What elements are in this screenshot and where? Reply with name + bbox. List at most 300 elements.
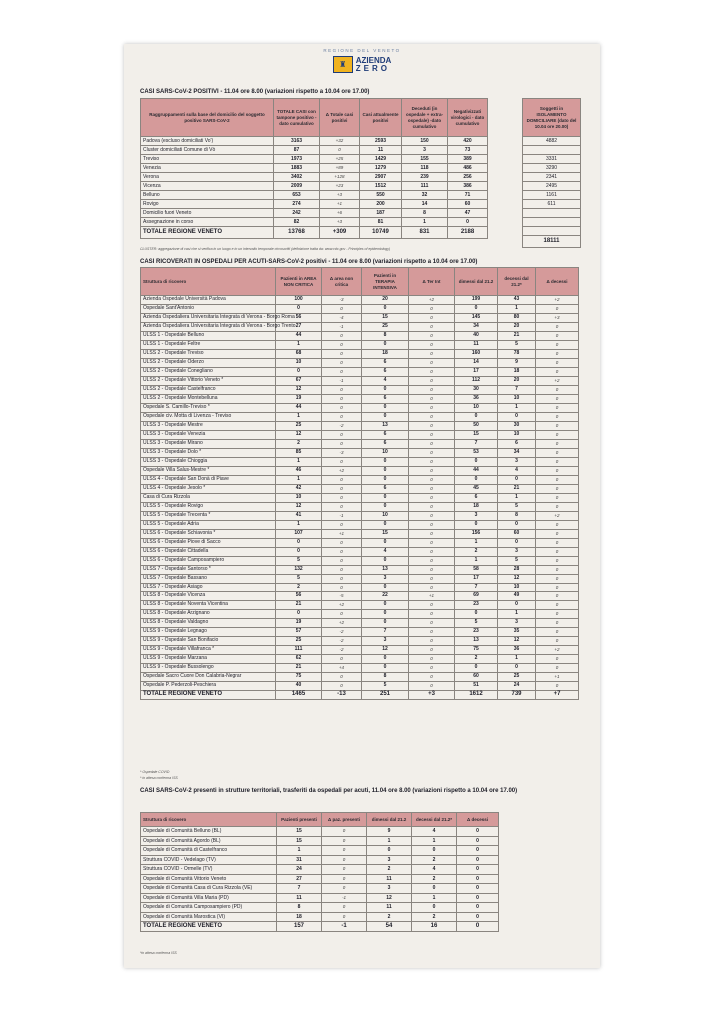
cell: 2 xyxy=(412,912,457,922)
cell: 8 xyxy=(498,511,536,520)
cell: 256 xyxy=(448,173,488,182)
header xyxy=(124,48,600,73)
cell: 6 xyxy=(362,394,409,403)
cell: 5 xyxy=(276,574,322,583)
table-row xyxy=(523,146,581,155)
cell: 27 xyxy=(277,874,322,884)
sec1-title: CASI SARS-CoV-2 POSITIVI - 11.04 ore 8.00 (variazioni rispetto a 10.04 ore 17.00) xyxy=(140,89,370,95)
cell: 0 xyxy=(409,412,455,421)
cell: 1 xyxy=(498,655,536,664)
cell: 5 xyxy=(362,682,409,691)
row-label: ULSS 9 - Ospedale Bussolengo xyxy=(141,664,276,673)
cell: 0 xyxy=(536,502,579,511)
cell: 160 xyxy=(455,349,498,358)
cell: 199 xyxy=(455,296,498,305)
cell: 9 xyxy=(498,358,536,367)
cell: 1 xyxy=(498,304,536,313)
cell: 0 xyxy=(455,475,498,484)
cell: 1 xyxy=(277,846,322,856)
table-row xyxy=(141,313,579,322)
total-row xyxy=(141,922,499,932)
column-header: Δ Totale casi positivi xyxy=(320,99,360,137)
column-header: Struttura di ricovero xyxy=(141,813,277,827)
cell: 0 xyxy=(536,412,579,421)
cell: 69 xyxy=(455,592,498,601)
cell: 3 xyxy=(402,146,448,155)
cell: +2 xyxy=(536,296,579,305)
cell: 0 xyxy=(362,466,409,475)
cell: 7 xyxy=(498,385,536,394)
cell: 6 xyxy=(362,367,409,376)
cell: 0 xyxy=(536,304,579,313)
cell: 0 xyxy=(536,556,579,565)
table-row xyxy=(141,349,579,358)
cell: 1 xyxy=(498,403,536,412)
cell: -2 xyxy=(322,637,362,646)
cell: 0 xyxy=(276,304,322,313)
cell: 0 xyxy=(455,304,498,313)
cell: +2 xyxy=(536,646,579,655)
cell: -1 xyxy=(322,893,367,903)
cell: 145 xyxy=(455,313,498,322)
row-label: ULSS 2 - Ospedale Conegliano xyxy=(141,367,276,376)
cell: 0 xyxy=(498,475,536,484)
column-header: Deceduti (in ospedale + extra-ospedale) -dato cumulativo xyxy=(402,99,448,137)
table-row xyxy=(141,583,579,592)
row-label: ULSS 8 - Ospedale Noventa Vicentina xyxy=(141,601,276,610)
cell: 56 xyxy=(276,592,322,601)
total-cell: -13 xyxy=(322,691,362,700)
cell: 0 xyxy=(322,430,362,439)
cell: 0 xyxy=(536,664,579,673)
cell: 10 xyxy=(276,493,322,502)
cell: 60 xyxy=(448,200,488,209)
cell: 0 xyxy=(455,610,498,619)
positivi-table xyxy=(140,98,488,239)
cell: 3 xyxy=(367,884,412,894)
cell: 0 xyxy=(276,547,322,556)
row-label: Padova (escluso domiciliati Vo') xyxy=(141,137,274,146)
cell: 0 xyxy=(362,475,409,484)
row-label: ULSS 2 - Ospedale Treviso xyxy=(141,349,276,358)
cell: 0 xyxy=(457,846,499,856)
cell: 17 xyxy=(455,367,498,376)
cell: 0 xyxy=(362,493,409,502)
total-label: TOTALE REGIONE VENETO xyxy=(141,922,277,932)
row-label: ULSS 8 - Ospedale Vicenza xyxy=(141,592,276,601)
column-header: TOTALE CASI con tampone positivo -dato cumulativo xyxy=(274,99,320,137)
cell: 0 xyxy=(322,394,362,403)
iso-header: Soggetti in ISOLAMENTO DOMICILIARE (dato del 10.04 ore 20.00) xyxy=(523,99,581,137)
table-row xyxy=(141,137,488,146)
row-label: ULSS 6 - Ospedale Cittadella xyxy=(141,547,276,556)
cell: 0 xyxy=(457,903,499,913)
cell: 0 xyxy=(362,304,409,313)
cell: 0 xyxy=(457,865,499,875)
cell: 0 xyxy=(322,349,362,358)
iso-cell xyxy=(523,218,581,227)
cell: 0 xyxy=(536,430,579,439)
row-label: ULSS 3 - Ospedale Mirano xyxy=(141,439,276,448)
cell: 0 xyxy=(409,313,455,322)
table-row xyxy=(523,218,581,227)
azienda-zero-logo xyxy=(333,56,392,73)
cell: 23 xyxy=(455,601,498,610)
cell: +2 xyxy=(409,296,455,305)
cell: 0 xyxy=(409,403,455,412)
cell: 28 xyxy=(498,565,536,574)
table-row xyxy=(141,601,579,610)
column-header: Struttura di ricovero xyxy=(141,268,276,296)
cell: 0 xyxy=(409,493,455,502)
cell: 0 xyxy=(409,637,455,646)
table-row xyxy=(141,655,579,664)
table-row xyxy=(141,331,579,340)
cell: 75 xyxy=(455,646,498,655)
cell: 0 xyxy=(536,439,579,448)
cell: 19 xyxy=(276,619,322,628)
cell: 5 xyxy=(498,556,536,565)
column-header: Δ decessi xyxy=(536,268,579,296)
cell: 5 xyxy=(498,340,536,349)
cell: 73 xyxy=(448,146,488,155)
cell: 6 xyxy=(455,493,498,502)
cell: 24 xyxy=(498,682,536,691)
cell: 111 xyxy=(402,182,448,191)
cell: 0 xyxy=(409,349,455,358)
row-label: ULSS 6 - Ospedale Piove di Sacco xyxy=(141,538,276,547)
table-row xyxy=(141,846,499,856)
column-header: Negativizzati virologici - dato cumulativo xyxy=(448,99,488,137)
cell: 10 xyxy=(455,403,498,412)
row-label: Ospedale di Comunità Agordo (BL) xyxy=(141,836,277,846)
cell: 111 xyxy=(276,646,322,655)
total-cell: +309 xyxy=(320,227,360,239)
table-row xyxy=(523,164,581,173)
row-label: ULSS 5 - Ospedale Trecenta * xyxy=(141,511,276,520)
row-label: Venezia xyxy=(141,164,274,173)
cell: +3 xyxy=(536,313,579,322)
cell: 2907 xyxy=(360,173,402,182)
table-row xyxy=(141,538,579,547)
cell: 8 xyxy=(362,673,409,682)
cell: 20 xyxy=(362,296,409,305)
cell: 0 xyxy=(536,610,579,619)
cell: 80 xyxy=(498,313,536,322)
cell: 9 xyxy=(367,827,412,837)
table-row xyxy=(141,358,579,367)
iss-note: * in attesa conferma ISS xyxy=(140,776,178,780)
row-label: ULSS 6 - Ospedale Schiavonia * xyxy=(141,529,276,538)
cell: 0 xyxy=(362,538,409,547)
cell: 44 xyxy=(455,466,498,475)
cell: -1 xyxy=(322,322,362,331)
cell: 0 xyxy=(322,610,362,619)
cell: 43 xyxy=(498,296,536,305)
cell: 7 xyxy=(277,884,322,894)
cell: 0 xyxy=(536,475,579,484)
cell: 20 xyxy=(498,322,536,331)
sec2-title: CASI RICOVERATI IN OSPEDALI PER ACUTI-SARS-CoV-2 positivi - 11.04 ore 8.00 (variazioni rispetto a 10.04 ore 17.00) xyxy=(140,259,478,265)
territoriali-table xyxy=(140,812,499,932)
row-label: ULSS 1 - Ospedale Feltre xyxy=(141,340,276,349)
cell: 6 xyxy=(362,358,409,367)
row-label: ULSS 7 - Ospedale Santorso * xyxy=(141,565,276,574)
cell: 0 xyxy=(409,556,455,565)
iso-cell: 3290 xyxy=(523,164,581,173)
cell: 1 xyxy=(276,340,322,349)
row-label: ULSS 5 - Ospedale Adria xyxy=(141,520,276,529)
cell: 71 xyxy=(448,191,488,200)
cell: 386 xyxy=(448,182,488,191)
cell: 0 xyxy=(362,619,409,628)
cell: 5 xyxy=(276,556,322,565)
total-row xyxy=(141,691,579,700)
cell: 118 xyxy=(402,164,448,173)
cell: 0 xyxy=(498,601,536,610)
cell: 0 xyxy=(322,484,362,493)
cell: 0 xyxy=(322,682,362,691)
row-label: ULSS 7 - Ospedale Asiago xyxy=(141,583,276,592)
cell: 0 xyxy=(362,457,409,466)
cell: 4 xyxy=(362,376,409,385)
table-row xyxy=(141,610,579,619)
cell: 0 xyxy=(322,475,362,484)
column-header: Pazienti presenti xyxy=(277,813,322,827)
total-cell: 54 xyxy=(367,922,412,932)
cell: -3 xyxy=(322,448,362,457)
cell: 8 xyxy=(402,209,448,218)
cell: 0 xyxy=(409,655,455,664)
cell: 0 xyxy=(322,331,362,340)
cell: 1 xyxy=(455,556,498,565)
table-row xyxy=(141,394,579,403)
cell: 0 xyxy=(409,421,455,430)
iso-cell: 1161 xyxy=(523,191,581,200)
cell: 0 xyxy=(536,529,579,538)
table-header-row xyxy=(141,99,488,137)
cell: 20 xyxy=(498,376,536,385)
cell: 4 xyxy=(498,466,536,475)
table-row xyxy=(141,529,579,538)
cell: 0 xyxy=(536,385,579,394)
table-row xyxy=(141,637,579,646)
cluster-note: CLUSTER: aggregazione di casi che si verifica in un luogo e in un intervallo temporale circoscritti (definizione tratta da: www.cdc.gov - Principles of epidemiology) xyxy=(140,247,391,251)
cell: 34 xyxy=(498,448,536,457)
table-row xyxy=(141,475,579,484)
cell: +128 xyxy=(320,173,360,182)
cell: 10 xyxy=(276,358,322,367)
cell: 0 xyxy=(536,358,579,367)
cell: 0 xyxy=(536,403,579,412)
cell: 15 xyxy=(455,430,498,439)
table-row xyxy=(141,592,579,601)
cell: 0 xyxy=(536,394,579,403)
cell: 22 xyxy=(362,592,409,601)
cell: +3 xyxy=(320,218,360,227)
total-cell: +3 xyxy=(409,691,455,700)
cell: +1 xyxy=(320,200,360,209)
table-row xyxy=(523,227,581,236)
cell: 0 xyxy=(455,412,498,421)
total-cell: 1612 xyxy=(455,691,498,700)
table-row xyxy=(141,664,579,673)
row-label: Ospedale di Comunità Casa di Cura Rizzola (VE) xyxy=(141,884,277,894)
cell: 3163 xyxy=(274,137,320,146)
cell: 239 xyxy=(402,173,448,182)
cell: 35 xyxy=(498,628,536,637)
cell: 0 xyxy=(409,574,455,583)
cell: 6 xyxy=(362,439,409,448)
row-label: Casa di Cura Rizzola xyxy=(141,493,276,502)
cell: 0 xyxy=(409,628,455,637)
cell: 0 xyxy=(412,903,457,913)
cell: 10 xyxy=(498,430,536,439)
cell: 550 xyxy=(360,191,402,200)
row-label: ULSS 3 - Ospedale Dolo * xyxy=(141,448,276,457)
cell: 0 xyxy=(536,619,579,628)
cell: 85 xyxy=(276,448,322,457)
row-label: Rovigo xyxy=(141,200,274,209)
cell: 13 xyxy=(362,565,409,574)
cell: 14 xyxy=(455,358,498,367)
cell: +1 xyxy=(536,673,579,682)
table-row xyxy=(141,547,579,556)
cell: 0 xyxy=(457,827,499,837)
table-row xyxy=(523,155,581,164)
column-header: Δ decessi xyxy=(457,813,499,827)
cell: 1 xyxy=(276,457,322,466)
cell: 0 xyxy=(362,340,409,349)
row-label: Treviso xyxy=(141,155,274,164)
cell: 0 xyxy=(409,583,455,592)
cell: 18 xyxy=(277,912,322,922)
total-cell: 1465 xyxy=(276,691,322,700)
cell: 0 xyxy=(322,655,362,664)
row-label: ULSS 9 - Ospedale San Bonifacio xyxy=(141,637,276,646)
table-row xyxy=(141,457,579,466)
cell: 21 xyxy=(498,484,536,493)
cell: 0 xyxy=(409,304,455,313)
cell: 7 xyxy=(455,583,498,592)
cell: 0 xyxy=(536,340,579,349)
cell: 4 xyxy=(412,865,457,875)
cell: 78 xyxy=(498,349,536,358)
cell: 0 xyxy=(457,836,499,846)
cell: 81 xyxy=(360,218,402,227)
table-row xyxy=(141,448,579,457)
table-row xyxy=(523,182,581,191)
cell: 0 xyxy=(536,484,579,493)
cell: 0 xyxy=(536,457,579,466)
iso-cell: 2341 xyxy=(523,173,581,182)
table-row xyxy=(141,827,499,837)
cell: 23 xyxy=(455,628,498,637)
cell: 12 xyxy=(276,502,322,511)
cell: 62 xyxy=(276,655,322,664)
cell: 0 xyxy=(498,520,536,529)
table-row xyxy=(141,322,579,331)
cell: 0 xyxy=(498,538,536,547)
row-label: Verona xyxy=(141,173,274,182)
row-label: ULSS 3 - Ospedale Mestre xyxy=(141,421,276,430)
cell: 56 xyxy=(276,313,322,322)
cell: 0 xyxy=(362,601,409,610)
table-row xyxy=(523,191,581,200)
cell: 0 xyxy=(409,430,455,439)
cell: 0 xyxy=(320,146,360,155)
cell: 0 xyxy=(362,583,409,592)
cell: 11 xyxy=(455,340,498,349)
cell: 75 xyxy=(276,673,322,682)
row-label: Struttura COVID - Vedelago (TV) xyxy=(141,855,277,865)
cell: -2 xyxy=(322,646,362,655)
cell: 12 xyxy=(367,893,412,903)
cell: 0 xyxy=(409,565,455,574)
total-row xyxy=(523,236,581,248)
table-row xyxy=(141,565,579,574)
total-cell: 0 xyxy=(457,922,499,932)
table-row xyxy=(141,673,579,682)
cell: 0 xyxy=(409,529,455,538)
cell: 1279 xyxy=(360,164,402,173)
cell: 10 xyxy=(498,583,536,592)
cell: 0 xyxy=(409,619,455,628)
table-row xyxy=(141,403,579,412)
table-row xyxy=(141,146,488,155)
cell: 8 xyxy=(277,903,322,913)
cell: 15 xyxy=(362,313,409,322)
table-row xyxy=(141,893,499,903)
row-label: Cluster domiciliati Comune di Vò xyxy=(141,146,274,155)
cell: 0 xyxy=(457,893,499,903)
cell: 2 xyxy=(367,912,412,922)
cell: 0 xyxy=(457,884,499,894)
total-cell: +7 xyxy=(536,691,579,700)
cell: 0 xyxy=(536,637,579,646)
cell: 155 xyxy=(402,155,448,164)
row-label: ULSS 7 - Ospedale Bassano xyxy=(141,574,276,583)
table-row xyxy=(141,466,579,475)
table-row xyxy=(141,520,579,529)
cell: 21 xyxy=(276,664,322,673)
cell: 0 xyxy=(322,874,367,884)
cell: -4 xyxy=(322,313,362,322)
row-label: ULSS 4 - Ospedale San Donà di Piave xyxy=(141,475,276,484)
cell: 58 xyxy=(455,565,498,574)
cell: 0 xyxy=(409,448,455,457)
cell: 53 xyxy=(455,448,498,457)
cell: 2 xyxy=(412,855,457,865)
row-label: ULSS 9 - Ospedale Legnago xyxy=(141,628,276,637)
cell: 0 xyxy=(536,655,579,664)
row-label: ULSS 2 - Ospedale Vittorio Veneto * xyxy=(141,376,276,385)
logo-line1: AZIENDA xyxy=(355,55,392,65)
cell: 0 xyxy=(409,673,455,682)
table-row xyxy=(141,304,579,313)
row-label: Ospedale P. Pederzoli-Peschiera xyxy=(141,682,276,691)
cell: 12 xyxy=(498,574,536,583)
table-row xyxy=(141,493,579,502)
cell: 0 xyxy=(457,912,499,922)
cell: 31 xyxy=(277,855,322,865)
column-header: Δ paz. presenti xyxy=(322,813,367,827)
cell: -1 xyxy=(322,376,362,385)
total-cell: 831 xyxy=(402,227,448,239)
cell: 0 xyxy=(409,601,455,610)
cell: 47 xyxy=(448,209,488,218)
cell: 34 xyxy=(455,322,498,331)
